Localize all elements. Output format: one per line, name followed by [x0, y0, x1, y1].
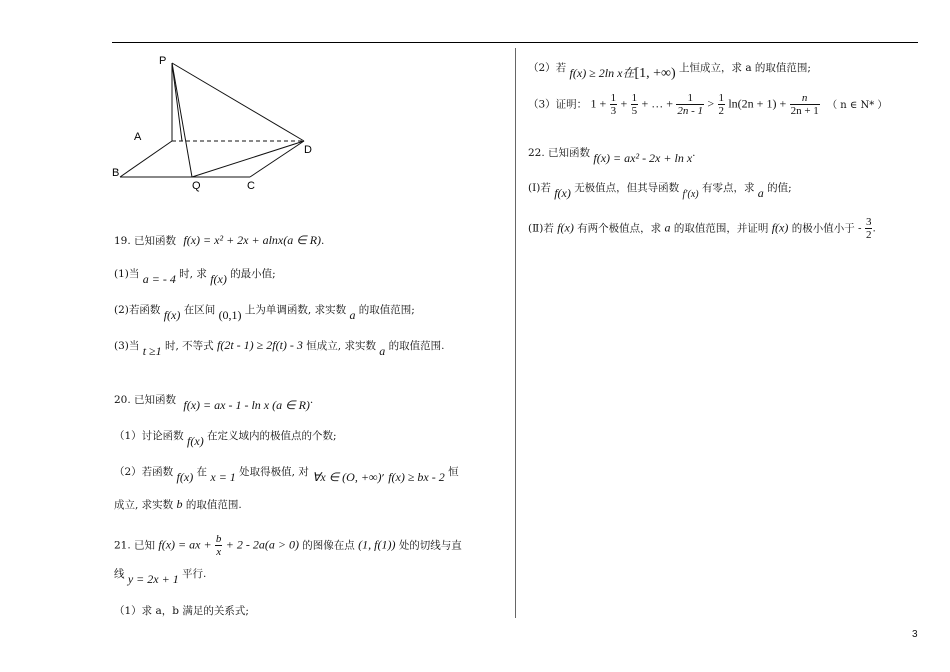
q22-part2: (Ⅱ)若 f(x) 有两个极值点，求 a 的取值范围，并证明 f(x) 的极小值小于 - $\frac{3}{2}$ .: [528, 216, 876, 241]
q21-header: 21. 已知 f(x) = ax + $\frac{b}{x}$ + 2 - 2a(a > 0) 的图像在点 (1, f(1)) 处的切线与直: [114, 533, 462, 558]
q22-part1: (Ⅰ)若 f(x) 无极值点，但其导函数 f′(x) 有零点，求 a 的值;: [528, 182, 792, 200]
label-p: P: [159, 55, 167, 67]
column-divider: [515, 48, 516, 618]
q20-part2: （2）若函数 f(x) 在 x = 1 处取得极值, 对 ∀x ∈ (O, +∞), f(x) ≥ bx - 2 恒: [114, 466, 459, 484]
pyramid-figure: [110, 55, 320, 195]
page-number: 3: [912, 629, 918, 640]
q21-part3: （3）证明： 1 + $\frac{1}{3}$ + $\frac{1}{5}$ + … + $\frac{1}{2n - 1}$ > $\frac{1}{2}$ ln(2n + 1) + $\frac{n}{2n + 1}$ （ n ∈ N* ）: [528, 92, 888, 117]
header-rule: [112, 42, 918, 43]
q21-part1: （1）求 a，b 满足的关系式;: [114, 605, 249, 617]
q21-part2: （2）若 f(x) ≥ 2ln x在[1, +∞) 上恒成立，求 a 的取值范围;: [528, 62, 811, 81]
q19-part1: (1)当 a = - 4 时, 求 f(x) 的最小值;: [114, 268, 276, 286]
q20-part1: （1）讨论函数 f(x) 在定义域内的极值点的个数;: [114, 430, 337, 448]
q19-function: f(x) = x² + 2x + alnx(a ∈ R): [183, 233, 322, 247]
q19-part2: (2)若函数 f(x) 在区间 (0,1) 上为单调函数, 求实数 a 的取值范围;: [114, 304, 415, 322]
label-d: D: [304, 144, 312, 156]
q20-part2-cont: 成立, 求实数 b 的取值范围.: [114, 497, 242, 511]
q21-line2: 线 y = 2x + 1 平行.: [114, 568, 207, 586]
q19-header: 19. 已知函数 f(x) = x² + 2x + alnx(a ∈ R).: [114, 233, 325, 247]
q21-fraction: $\frac{b}{x}$: [215, 533, 222, 558]
q19-part3: (3)当 t ≥1 时, 不等式 f(2t - 1) ≥ 2f(t) - 3 恒成立, 求实数 a 的取值范围.: [114, 338, 445, 358]
q20-header: 20. 已知函数 f(x) = ax - 1 - ln x (a ∈ R).: [114, 394, 314, 412]
q22-function: f(x) = ax² - 2x + ln x: [593, 151, 693, 165]
q22-header: 22. 已知函数 f(x) = ax² - 2x + ln x.: [528, 147, 696, 165]
label-q: Q: [192, 180, 201, 192]
label-c: C: [247, 180, 255, 192]
label-a: A: [134, 131, 142, 143]
q20-function: f(x) = ax - 1 - ln x (a ∈ R): [183, 398, 310, 412]
label-b: B: [112, 167, 120, 179]
